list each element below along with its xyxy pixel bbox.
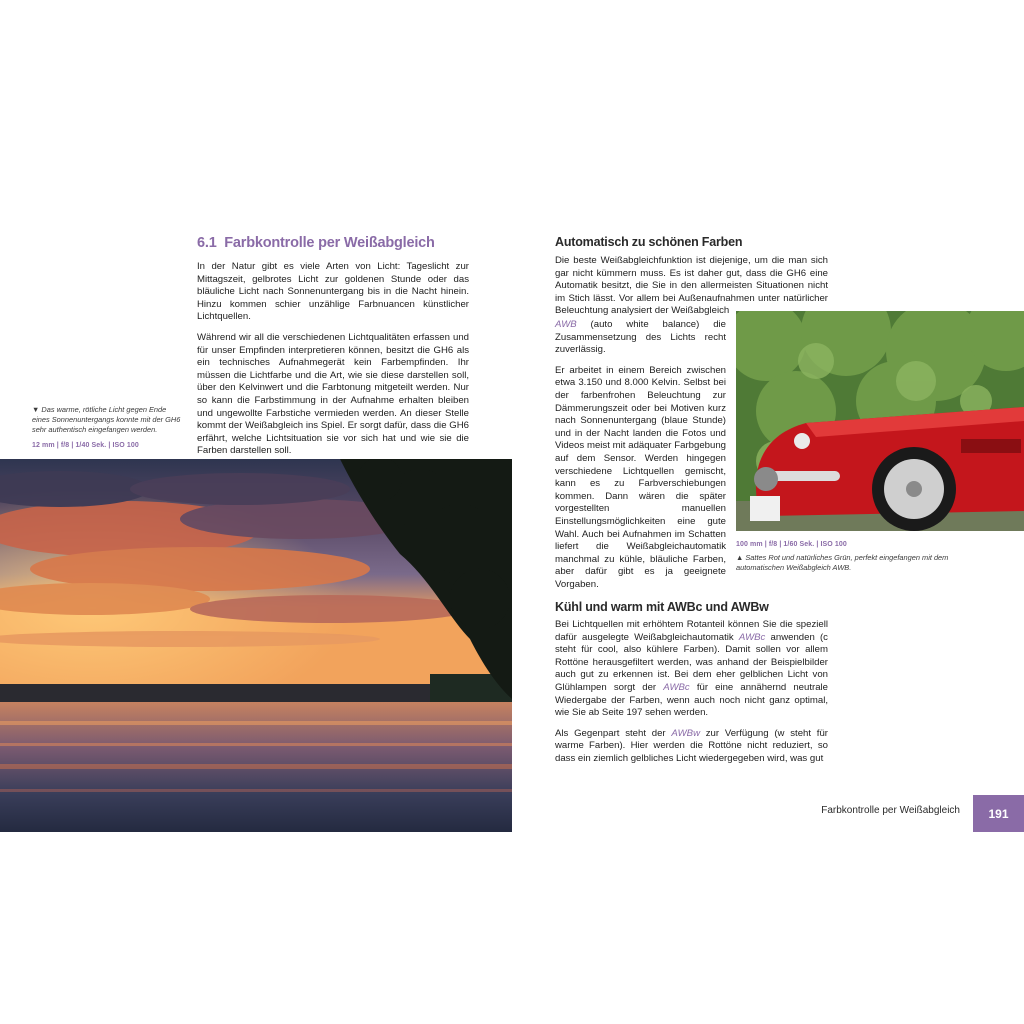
auto-text: Die beste Weißabgleichfunktion ist diejenige, um die man sich gar nicht kümmern muss. Es ist daher gut, dass die GH6 eine Automatik besitzt, die Sie in den allermeisten Situationen nicht im Stich lässt. Vor allem bei Außenaufnahmen unter natürlicher Beleuchtung analysiert der Weißabgleich — [555, 255, 828, 317]
heading-awbc-awbw: Kühl und warm mit AWBc und AWBw — [555, 600, 769, 614]
section-title: Farbkontrolle per Weißabgleich — [224, 235, 435, 251]
paragraph — [555, 619, 828, 720]
paragraph: In der Natur gibt es viele Arten von Licht: Tageslicht zur Mittagszeit, gelbrotes Licht zur goldenen Stunde oder das bläuliche Licht nach Sonnenuntergang bis in die Nacht hinein. Hinzu kommen schier unzählige Farbnuancen künstlicher Lichtquellen. — [197, 261, 469, 323]
auto-column-narrow — [555, 319, 726, 591]
awbw-tag: AWBw — [671, 727, 700, 739]
awbc-tag-2: AWBc — [663, 681, 690, 693]
awb-tag: AWB — [555, 319, 577, 330]
left-text-column — [197, 261, 469, 458]
awbc-column — [555, 619, 828, 766]
section-number: 6.1 — [197, 235, 217, 251]
paragraph — [555, 728, 828, 766]
auto-column-top — [555, 255, 828, 318]
page-number: 191 — [973, 795, 1024, 832]
awb-expansion: (auto white balance) — [576, 319, 700, 330]
sunset-lake-photo — [0, 459, 512, 832]
paragraph: Während wir all die verschiedenen Lichtqualitäten erfassen und für unser Empfinden interpretieren können, besitzt die GH6 als ein technisches Aufnahmegerät kein Farbempfinden. Ihr müssen die Lichtfarbe und die Art, wie sie diese darstellen soll, über den Kelvinwert und die Farbtonung mitgeteilt werden. Nur so kann die Farbstimmung in der Aufnahme erhalten bleiben und ungewollte Farbstiche vermieden werden. An dieser Stelle kommt der Weißabgleich ins Spiel. Er sorgt dafür, dass die GH6 erfährt, welche Lichtsituation sie vor sich hat und wie sie die Farben darstellen soll. — [197, 331, 469, 457]
awbc-text-a: Bei Lichtquellen mit erhöhtem Rotanteil können Sie die speziell dafür ausgelegte Weißabgleichautomatik — [555, 619, 828, 643]
sunset-photo-caption: ▼ Das warme, rötliche Licht gegen Ende eines Sonnenuntergangs konnte mit der GH6 sehr authentisch eingefangen werden. — [32, 405, 181, 434]
car-photo-exif: 100 mm | f/8 | 1/60 Sek. | ISO 100 — [736, 541, 847, 548]
awbc-text-c: für eine annähernd neutrale Wiedergabe der Farben, wenn auch noch nicht ganz optimal, wie Sie ab Seite 197 sehen werden. — [555, 681, 829, 719]
awbw-text-a: Als Gegenpart steht der — [555, 727, 672, 739]
heading-automatisch: Automatisch zu schönen Farben — [555, 235, 743, 249]
section-heading — [197, 235, 435, 251]
car-photo-caption: ▲ Sattes Rot und natürliches Grün, perfekt eingefangen mit dem automatischen Weißabgleich AWB. — [736, 553, 949, 572]
awbc-text-b: anwenden (c steht für cool, also kühlere Farben). Damit sollen vor allem Rottöne herausgefiltert werden, was anhand der Beispielbilder auch gut zu erkennen ist. Bei dem eher gelblichen Licht von Glühlampen sorgt der — [555, 631, 828, 693]
awbw-text-b: zur Verfügung (w steht für warme Farben). Hier werden die Rottöne nicht reduziert, so dass ein ziemlich gelbliches Licht wiedergegeben wird, was gut — [555, 727, 829, 764]
running-head: Farbkontrolle per Weißabgleich — [821, 805, 960, 816]
red-car-photo — [736, 311, 1024, 531]
auto-text-end: die Zusammensetzung des Lichts recht zuverlässig. — [555, 319, 727, 356]
paragraph: Er arbeitet in einem Bereich zwischen etwa 3.150 und 8.000 Kelvin. Selbst bei der farbenfrohen Beleuchtung zur Dämmerungszeit oder bei Motiven kurz nach Sonnenuntergang (blaue Stunde) und in der Nacht landen die Fotos und Videos meist mit adäquater Farbgebung auf dem Sensor. Werden hingegen verschiedene Lichtquellen gemischt, kann es zu Farbverschiebungen kommen. Dann wären die später vorgestellten manuellen Einstellungsmöglichkeiten eine gute Wahl. Auch bei Aufnahmen im Schatten liefert die Weißabgleichautomatik manchmal zu kühle, bläuliche Farben, aber dafür gibt es ja geeignete Vorgaben. — [555, 364, 726, 590]
awbc-tag: AWBc — [738, 631, 766, 643]
sunset-photo-exif: 12 mm | f/8 | 1/40 Sek. | ISO 100 — [32, 442, 139, 449]
